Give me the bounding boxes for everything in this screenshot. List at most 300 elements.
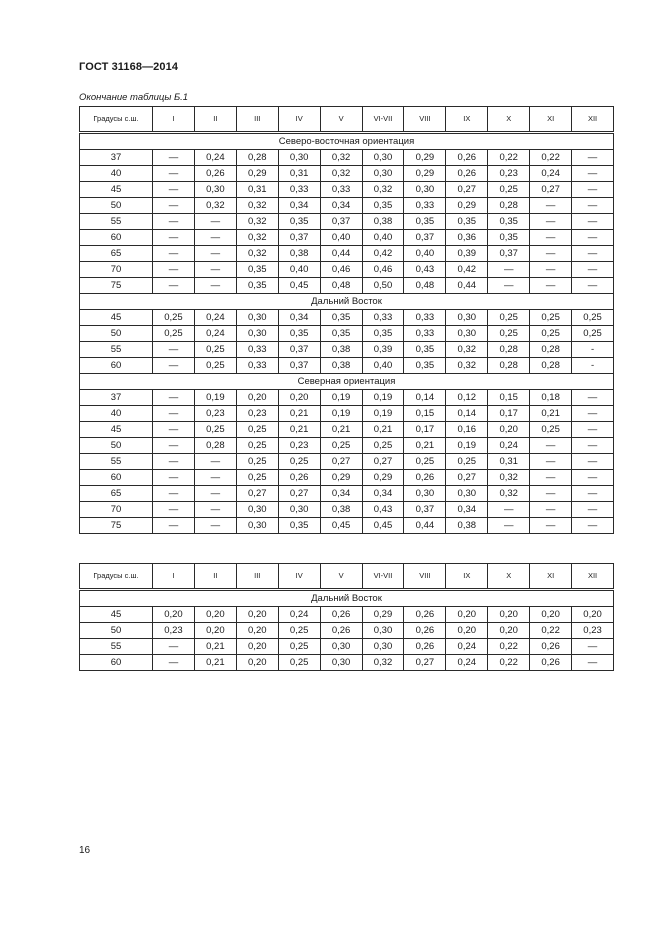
value-cell: — xyxy=(153,342,195,358)
value-cell: 0,14 xyxy=(446,406,488,422)
value-cell: 0,20 xyxy=(236,623,278,639)
value-cell: 0,32 xyxy=(236,214,278,230)
value-cell: 0,20 xyxy=(446,623,488,639)
value-cell: — xyxy=(488,262,530,278)
value-cell: 0,26 xyxy=(278,470,320,486)
value-cell: 0,26 xyxy=(320,623,362,639)
value-cell: 0,37 xyxy=(278,342,320,358)
value-cell: 0,15 xyxy=(404,406,446,422)
value-cell: 0,22 xyxy=(488,150,530,166)
value-cell: 0,20 xyxy=(278,390,320,406)
table-header-row xyxy=(80,107,614,133)
value-cell: 0,20 xyxy=(488,623,530,639)
section-title: Северная ориентация xyxy=(80,374,614,390)
value-cell: 0,20 xyxy=(446,607,488,623)
value-cell: 0,29 xyxy=(446,198,488,214)
column-header-month: XII xyxy=(572,564,614,590)
value-cell: — xyxy=(153,198,195,214)
latitude-cell: 50 xyxy=(80,198,153,214)
column-header-month: VI-VII xyxy=(362,107,404,133)
latitude-cell: 45 xyxy=(80,310,153,326)
section-row xyxy=(80,133,614,150)
value-cell: 0,20 xyxy=(530,607,572,623)
latitude-cell: 60 xyxy=(80,470,153,486)
column-header-month: X xyxy=(488,107,530,133)
latitude-cell: 70 xyxy=(80,262,153,278)
value-cell: 0,33 xyxy=(362,310,404,326)
table-row xyxy=(80,358,614,374)
table-row xyxy=(80,486,614,502)
value-cell: 0,30 xyxy=(236,502,278,518)
value-cell: — xyxy=(153,518,195,534)
value-cell: — xyxy=(153,470,195,486)
value-cell: 0,30 xyxy=(362,166,404,182)
value-cell: — xyxy=(572,486,614,502)
value-cell: 0,15 xyxy=(488,390,530,406)
table-row xyxy=(80,623,614,639)
value-cell: — xyxy=(488,518,530,534)
value-cell: — xyxy=(194,278,236,294)
value-cell: 0,27 xyxy=(278,486,320,502)
value-cell: 0,38 xyxy=(320,358,362,374)
value-cell: 0,40 xyxy=(362,358,404,374)
value-cell: 0,45 xyxy=(278,278,320,294)
value-cell: — xyxy=(572,518,614,534)
value-cell: 0,26 xyxy=(446,150,488,166)
value-cell: 0,46 xyxy=(362,262,404,278)
value-cell: — xyxy=(572,438,614,454)
table-row xyxy=(80,198,614,214)
value-cell: 0,27 xyxy=(530,182,572,198)
table-row xyxy=(80,214,614,230)
column-header-month: IV xyxy=(278,564,320,590)
value-cell: 0,20 xyxy=(194,623,236,639)
column-header-month: XII xyxy=(572,107,614,133)
column-header-month: IX xyxy=(446,107,488,133)
value-cell: 0,32 xyxy=(488,470,530,486)
value-cell: 0,40 xyxy=(362,230,404,246)
value-cell: 0,29 xyxy=(236,166,278,182)
value-cell: 0,31 xyxy=(488,454,530,470)
value-cell: 0,35 xyxy=(236,278,278,294)
column-header-month: XI xyxy=(530,107,572,133)
value-cell: 0,30 xyxy=(278,150,320,166)
value-cell: — xyxy=(530,470,572,486)
value-cell: — xyxy=(153,358,195,374)
section-title: Дальний Восток xyxy=(80,590,614,607)
value-cell: — xyxy=(572,246,614,262)
table-row xyxy=(80,150,614,166)
value-cell: 0,30 xyxy=(236,326,278,342)
latitude-cell: 37 xyxy=(80,390,153,406)
value-cell: — xyxy=(530,518,572,534)
value-cell: — xyxy=(572,150,614,166)
value-cell: 0,21 xyxy=(362,422,404,438)
value-cell: — xyxy=(572,278,614,294)
value-cell: 0,24 xyxy=(446,655,488,671)
value-cell: — xyxy=(530,502,572,518)
value-cell: 0,29 xyxy=(404,166,446,182)
table-caption: Окончание таблицы Б.1 xyxy=(79,92,189,103)
value-cell: 0,29 xyxy=(404,150,446,166)
table-row xyxy=(80,262,614,278)
value-cell: 0,23 xyxy=(488,166,530,182)
value-cell: 0,25 xyxy=(236,454,278,470)
table-row xyxy=(80,166,614,182)
value-cell: 0,27 xyxy=(446,182,488,198)
latitude-cell: 55 xyxy=(80,639,153,655)
column-header-month: III xyxy=(236,107,278,133)
column-header-latitude: Градусы с.ш. xyxy=(80,107,153,133)
value-cell: 0,32 xyxy=(362,182,404,198)
latitude-cell: 50 xyxy=(80,438,153,454)
value-cell: 0,32 xyxy=(362,655,404,671)
value-cell: 0,25 xyxy=(194,422,236,438)
value-cell: 0,25 xyxy=(404,454,446,470)
value-cell: 0,25 xyxy=(572,326,614,342)
value-cell: 0,44 xyxy=(404,518,446,534)
value-cell: 0,35 xyxy=(488,230,530,246)
value-cell: — xyxy=(194,470,236,486)
value-cell: 0,25 xyxy=(278,623,320,639)
value-cell: 0,30 xyxy=(236,310,278,326)
value-cell: — xyxy=(530,278,572,294)
value-cell: 0,40 xyxy=(404,246,446,262)
value-cell: - xyxy=(572,342,614,358)
value-cell: 0,38 xyxy=(320,502,362,518)
value-cell: 0,34 xyxy=(320,198,362,214)
column-header-month: V xyxy=(320,107,362,133)
value-cell: 0,40 xyxy=(278,262,320,278)
latitude-cell: 55 xyxy=(80,342,153,358)
column-header-month: III xyxy=(236,564,278,590)
value-cell: 0,20 xyxy=(236,390,278,406)
table-row xyxy=(80,655,614,671)
value-cell: 0,34 xyxy=(362,486,404,502)
value-cell: 0,35 xyxy=(278,214,320,230)
value-cell: 0,19 xyxy=(320,390,362,406)
value-cell: 0,20 xyxy=(488,422,530,438)
value-cell: 0,22 xyxy=(530,150,572,166)
value-cell: — xyxy=(153,150,195,166)
latitude-cell: 40 xyxy=(80,406,153,422)
value-cell: — xyxy=(488,502,530,518)
latitude-cell: 50 xyxy=(80,623,153,639)
value-cell: 0,18 xyxy=(530,390,572,406)
value-cell: 0,43 xyxy=(404,262,446,278)
table-row xyxy=(80,502,614,518)
value-cell: — xyxy=(153,438,195,454)
value-cell: 0,25 xyxy=(488,182,530,198)
value-cell: 0,20 xyxy=(236,655,278,671)
value-cell: 0,26 xyxy=(530,639,572,655)
value-cell: 0,30 xyxy=(320,639,362,655)
value-cell: 0,17 xyxy=(488,406,530,422)
value-cell: 0,30 xyxy=(446,486,488,502)
value-cell: 0,30 xyxy=(362,150,404,166)
value-cell: — xyxy=(572,502,614,518)
value-cell: 0,25 xyxy=(278,639,320,655)
value-cell: — xyxy=(153,166,195,182)
value-cell: — xyxy=(572,422,614,438)
value-cell: 0,25 xyxy=(488,326,530,342)
value-cell: — xyxy=(194,486,236,502)
value-cell: 0,35 xyxy=(278,326,320,342)
value-cell: 0,22 xyxy=(530,623,572,639)
value-cell: 0,37 xyxy=(278,230,320,246)
value-cell: — xyxy=(572,655,614,671)
value-cell: 0,28 xyxy=(236,150,278,166)
value-cell: 0,30 xyxy=(404,486,446,502)
value-cell: 0,20 xyxy=(236,607,278,623)
value-cell: 0,22 xyxy=(488,639,530,655)
value-cell: — xyxy=(488,278,530,294)
value-cell: 0,27 xyxy=(362,454,404,470)
table-row xyxy=(80,182,614,198)
value-cell: 0,25 xyxy=(236,470,278,486)
value-cell: 0,48 xyxy=(320,278,362,294)
value-cell: 0,35 xyxy=(320,310,362,326)
value-cell: — xyxy=(530,230,572,246)
value-cell: 0,21 xyxy=(194,655,236,671)
value-cell: 0,24 xyxy=(488,438,530,454)
value-cell: 0,46 xyxy=(320,262,362,278)
value-cell: — xyxy=(572,639,614,655)
value-cell: 0,26 xyxy=(530,655,572,671)
value-cell: 0,35 xyxy=(488,214,530,230)
value-cell: 0,25 xyxy=(530,422,572,438)
value-cell: 0,35 xyxy=(278,518,320,534)
value-cell: 0,28 xyxy=(530,342,572,358)
latitude-cell: 70 xyxy=(80,502,153,518)
table-row xyxy=(80,607,614,623)
value-cell: 0,38 xyxy=(320,342,362,358)
value-cell: 0,14 xyxy=(404,390,446,406)
value-cell: 0,25 xyxy=(153,310,195,326)
value-cell: — xyxy=(572,166,614,182)
column-header-latitude: Градусы с.ш. xyxy=(80,564,153,590)
value-cell: 0,29 xyxy=(362,470,404,486)
value-cell: 0,35 xyxy=(320,326,362,342)
value-cell: 0,20 xyxy=(488,607,530,623)
value-cell: — xyxy=(194,454,236,470)
column-header-month: XI xyxy=(530,564,572,590)
value-cell: 0,19 xyxy=(362,390,404,406)
value-cell: 0,34 xyxy=(446,502,488,518)
value-cell: 0,25 xyxy=(194,342,236,358)
table-row xyxy=(80,230,614,246)
column-header-month: I xyxy=(153,107,195,133)
value-cell: 0,40 xyxy=(320,230,362,246)
value-cell: 0,25 xyxy=(362,438,404,454)
value-cell: 0,19 xyxy=(446,438,488,454)
value-cell: 0,26 xyxy=(320,607,362,623)
value-cell: — xyxy=(153,502,195,518)
value-cell: — xyxy=(572,390,614,406)
value-cell: 0,38 xyxy=(278,246,320,262)
value-cell: 0,42 xyxy=(362,246,404,262)
column-header-month: V xyxy=(320,564,362,590)
section-title: Дальний Восток xyxy=(80,294,614,310)
value-cell: 0,38 xyxy=(362,214,404,230)
table-row xyxy=(80,406,614,422)
value-cell: 0,25 xyxy=(236,438,278,454)
value-cell: 0,29 xyxy=(362,607,404,623)
latitude-cell: 75 xyxy=(80,278,153,294)
value-cell: — xyxy=(572,230,614,246)
column-header-month: II xyxy=(194,107,236,133)
value-cell: 0,35 xyxy=(404,214,446,230)
value-cell: 0,44 xyxy=(446,278,488,294)
value-cell: — xyxy=(153,262,195,278)
value-cell: 0,27 xyxy=(446,470,488,486)
latitude-cell: 75 xyxy=(80,518,153,534)
value-cell: - xyxy=(572,358,614,374)
value-cell: 0,28 xyxy=(530,358,572,374)
value-cell: 0,24 xyxy=(194,150,236,166)
value-cell: 0,33 xyxy=(236,342,278,358)
value-cell: 0,19 xyxy=(362,406,404,422)
value-cell: — xyxy=(530,454,572,470)
value-cell: 0,33 xyxy=(404,310,446,326)
value-cell: 0,28 xyxy=(488,358,530,374)
table-row xyxy=(80,454,614,470)
column-header-month: X xyxy=(488,564,530,590)
value-cell: 0,44 xyxy=(320,246,362,262)
latitude-cell: 45 xyxy=(80,422,153,438)
value-cell: 0,24 xyxy=(278,607,320,623)
value-cell: 0,32 xyxy=(236,198,278,214)
table-row xyxy=(80,326,614,342)
value-cell: 0,32 xyxy=(236,230,278,246)
section-row xyxy=(80,374,614,390)
value-cell: — xyxy=(530,438,572,454)
value-cell: 0,17 xyxy=(404,422,446,438)
column-header-month: IV xyxy=(278,107,320,133)
value-cell: 0,34 xyxy=(278,198,320,214)
value-cell: 0,16 xyxy=(446,422,488,438)
value-cell: 0,45 xyxy=(362,518,404,534)
value-cell: 0,23 xyxy=(572,623,614,639)
value-cell: — xyxy=(530,486,572,502)
value-cell: 0,25 xyxy=(530,310,572,326)
value-cell: — xyxy=(530,214,572,230)
value-cell: 0,35 xyxy=(362,326,404,342)
value-cell: — xyxy=(572,470,614,486)
value-cell: 0,21 xyxy=(278,422,320,438)
value-cell: 0,29 xyxy=(320,470,362,486)
value-cell: 0,42 xyxy=(446,262,488,278)
section-row xyxy=(80,294,614,310)
value-cell: 0,21 xyxy=(320,422,362,438)
value-cell: 0,25 xyxy=(194,358,236,374)
value-cell: — xyxy=(153,230,195,246)
value-cell: 0,21 xyxy=(194,639,236,655)
value-cell: 0,37 xyxy=(278,358,320,374)
value-cell: 0,20 xyxy=(153,607,195,623)
value-cell: 0,26 xyxy=(404,623,446,639)
value-cell: 0,26 xyxy=(194,166,236,182)
value-cell: 0,32 xyxy=(446,342,488,358)
value-cell: 0,26 xyxy=(404,607,446,623)
section-title: Северо-восточная ориентация xyxy=(80,133,614,150)
value-cell: 0,23 xyxy=(278,438,320,454)
value-cell: 0,27 xyxy=(404,655,446,671)
column-header-month: IX xyxy=(446,564,488,590)
value-cell: 0,36 xyxy=(446,230,488,246)
value-cell: — xyxy=(153,655,195,671)
value-cell: 0,35 xyxy=(236,262,278,278)
value-cell: 0,26 xyxy=(404,470,446,486)
value-cell: 0,28 xyxy=(488,198,530,214)
latitude-cell: 65 xyxy=(80,246,153,262)
value-cell: 0,24 xyxy=(194,310,236,326)
latitude-cell: 60 xyxy=(80,230,153,246)
value-cell: 0,33 xyxy=(404,198,446,214)
value-cell: — xyxy=(153,390,195,406)
value-cell: 0,38 xyxy=(446,518,488,534)
latitude-cell: 55 xyxy=(80,214,153,230)
column-header-month: I xyxy=(153,564,195,590)
value-cell: 0,25 xyxy=(236,422,278,438)
value-cell: 0,35 xyxy=(404,358,446,374)
value-cell: 0,30 xyxy=(362,639,404,655)
value-cell: 0,19 xyxy=(194,390,236,406)
value-cell: 0,45 xyxy=(320,518,362,534)
value-cell: 0,28 xyxy=(194,438,236,454)
table-row xyxy=(80,342,614,358)
value-cell: 0,25 xyxy=(572,310,614,326)
value-cell: — xyxy=(153,406,195,422)
value-cell: 0,25 xyxy=(530,326,572,342)
data-table-continuation xyxy=(79,563,614,671)
value-cell: 0,25 xyxy=(278,655,320,671)
table-row xyxy=(80,278,614,294)
value-cell: 0,25 xyxy=(278,454,320,470)
value-cell: 0,32 xyxy=(320,166,362,182)
latitude-cell: 50 xyxy=(80,326,153,342)
table-row xyxy=(80,246,614,262)
column-header-month: II xyxy=(194,564,236,590)
value-cell: 0,23 xyxy=(236,406,278,422)
value-cell: 0,30 xyxy=(236,518,278,534)
latitude-cell: 60 xyxy=(80,358,153,374)
value-cell: — xyxy=(194,246,236,262)
value-cell: 0,37 xyxy=(404,230,446,246)
value-cell: 0,26 xyxy=(446,166,488,182)
value-cell: 0,24 xyxy=(446,639,488,655)
value-cell: 0,48 xyxy=(404,278,446,294)
value-cell: 0,21 xyxy=(404,438,446,454)
value-cell: 0,32 xyxy=(194,198,236,214)
value-cell: 0,21 xyxy=(278,406,320,422)
value-cell: — xyxy=(194,214,236,230)
value-cell: — xyxy=(572,262,614,278)
table-row xyxy=(80,639,614,655)
value-cell: 0,20 xyxy=(236,639,278,655)
value-cell: — xyxy=(194,502,236,518)
value-cell: — xyxy=(572,454,614,470)
value-cell: 0,30 xyxy=(446,326,488,342)
value-cell: 0,31 xyxy=(236,182,278,198)
value-cell: 0,24 xyxy=(194,326,236,342)
value-cell: 0,23 xyxy=(194,406,236,422)
latitude-cell: 45 xyxy=(80,182,153,198)
value-cell: 0,20 xyxy=(194,607,236,623)
table-row xyxy=(80,438,614,454)
value-cell: 0,33 xyxy=(236,358,278,374)
column-header-month: VI-VII xyxy=(362,564,404,590)
